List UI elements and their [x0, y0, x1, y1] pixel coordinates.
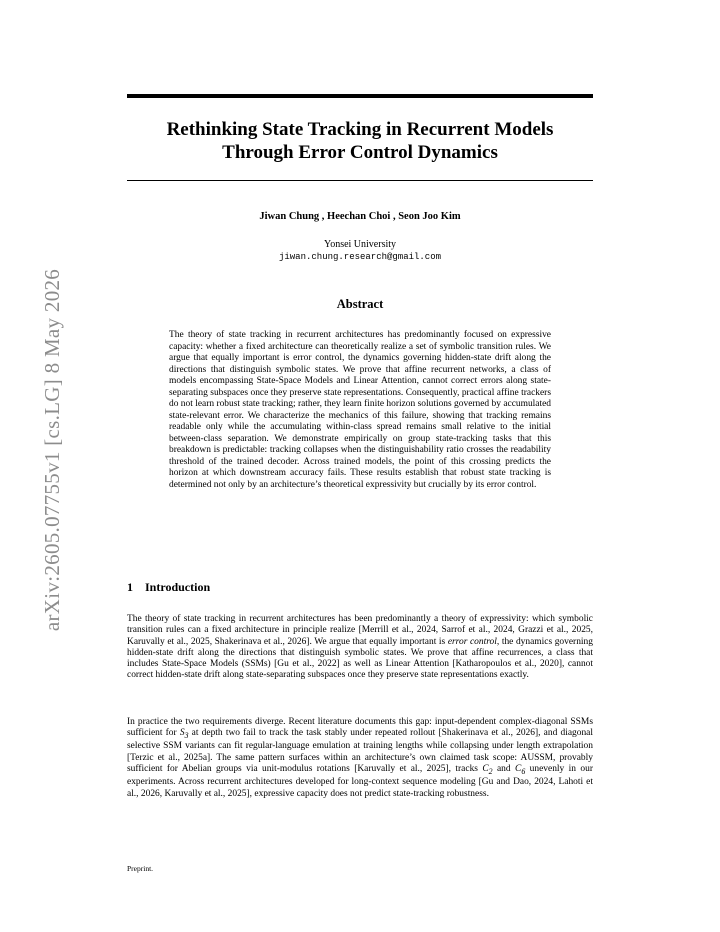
- intro-p2-part-c: unevenly in our experiments. Across recurrent architectures developed for long-context sequence modeling [Gu and Dao, 2024, Lahoti et al., 2026, Karuvally et al., 2025], expressive capacity does not predict state-tracking robustness.: [127, 764, 593, 799]
- abstract-heading: Abstract: [336, 297, 384, 311]
- intro-p1-part-a: The theory of state tracking in recurrent architectures has been predominantly a theory of expressivity: which symbolic transition rules can a fixed architecture in principle realize [Merrill et al., 2024, Sarrof et al., 2024, Grazzi et al., 2025, Karuvally et al., 2025, Shakerinava et al., 2026]. We argue that equally important is: [127, 614, 593, 647]
- affiliation: Yonsei University: [323, 239, 397, 250]
- math-s3: $S_3$: [179, 728, 189, 741]
- intro-p2-part-a: In practice the two requirements diverge. Recent literature documents this gap: input-dependent complex-diagonal SSMs sufficient for: [127, 717, 593, 739]
- intro-p2-and: and: [492, 764, 516, 775]
- affiliation-block: [127, 238, 593, 264]
- author-email[interactable]: jiwan.chung.research@gmail.com: [278, 252, 442, 262]
- intro-p1-emphasis: error control: [447, 636, 497, 647]
- math-c6: $C_6$: [515, 764, 526, 776]
- section-number: 1: [127, 580, 133, 594]
- section-heading-introduction: [127, 580, 210, 595]
- author-list: Jiwan Chung , Heechan Choi , Seon Joo Kim: [259, 211, 461, 222]
- title-line-1: Rethinking State Tracking in Recurrent Models: [166, 119, 554, 140]
- arxiv-identifier: arXiv:2605.07755v1 [cs.LG] 8 May 2026: [40, 268, 64, 632]
- title-line-2: Through Error Control Dynamics: [222, 142, 498, 163]
- abstract-text: The theory of state tracking in recurrent architectures has predominantly focused on expressive capacity: whether a fixed architecture can theoretically realize a set of symbolic transition rules. We argue that equally important is error control, the dynamics governing hidden-state drift along the directions that distinguish symbolic states. We prove that affine recurrent networks, a class of models encompassing State-Space Models and Linear Attention, cannot correct errors along state-separating subspaces once they preserve state representations. Consequently, practical affine trackers do not learn robust state tracking; rather, they learn finite horizon solutions governed by accumulated state-relevant error. We characterize the mechanics of this failure, showing that tracking remains readable only while the accumulating within-class spread remains small relative to the initial between-class separation. We demonstrate empirically on group state-tracking tasks that this breakdown is predictable: tracking collapses when the distinguishability ratio crosses the readability threshold of the trained decoder. Across trained models, the point of this crossing predicts the horizon at which downstream accuracy fails. These results establish that robust state tracking is determined not only by an architecture’s theoretical expressivity but crucially by its error control.: [169, 330, 551, 490]
- footer-note: Preprint.: [127, 864, 154, 873]
- title-bottom-rule: [127, 180, 593, 181]
- title-top-rule: [127, 94, 593, 98]
- intro-p1-part-b: , the dynamics governing hidden-state drift along the directions that distinguish symbolic states. We prove that affine recurrences, a class that includes State-Space Models (SSMs) [Gu et al., 2022] as well as Linear Attention [Katharopoulos et al., 2020], cannot correct hidden-state drift along state-separating subspaces once they preserve state representations exactly.: [127, 636, 593, 681]
- intro-paragraph-1: [127, 614, 593, 682]
- intro-paragraph-2: [127, 717, 593, 800]
- paper-title: [127, 118, 593, 164]
- math-c2: $C_2$: [482, 764, 493, 776]
- section-title: Introduction: [145, 580, 211, 594]
- intro-p2-part-b: at depth two fail to track the task stably under repeated rollout [Shakerinava et al., 2026], and diagonal selective SSM variants can fit regular-language emulation at training lengths while collapsing under length extrapolation [Terzic et al., 2025a]. The same pattern surfaces within an architecture’s own claimed task scope: AUSSM, provably sufficient for Abelian groups via unit-modulus rotations [Karuvally et al., 2025], tracks: [127, 728, 593, 775]
